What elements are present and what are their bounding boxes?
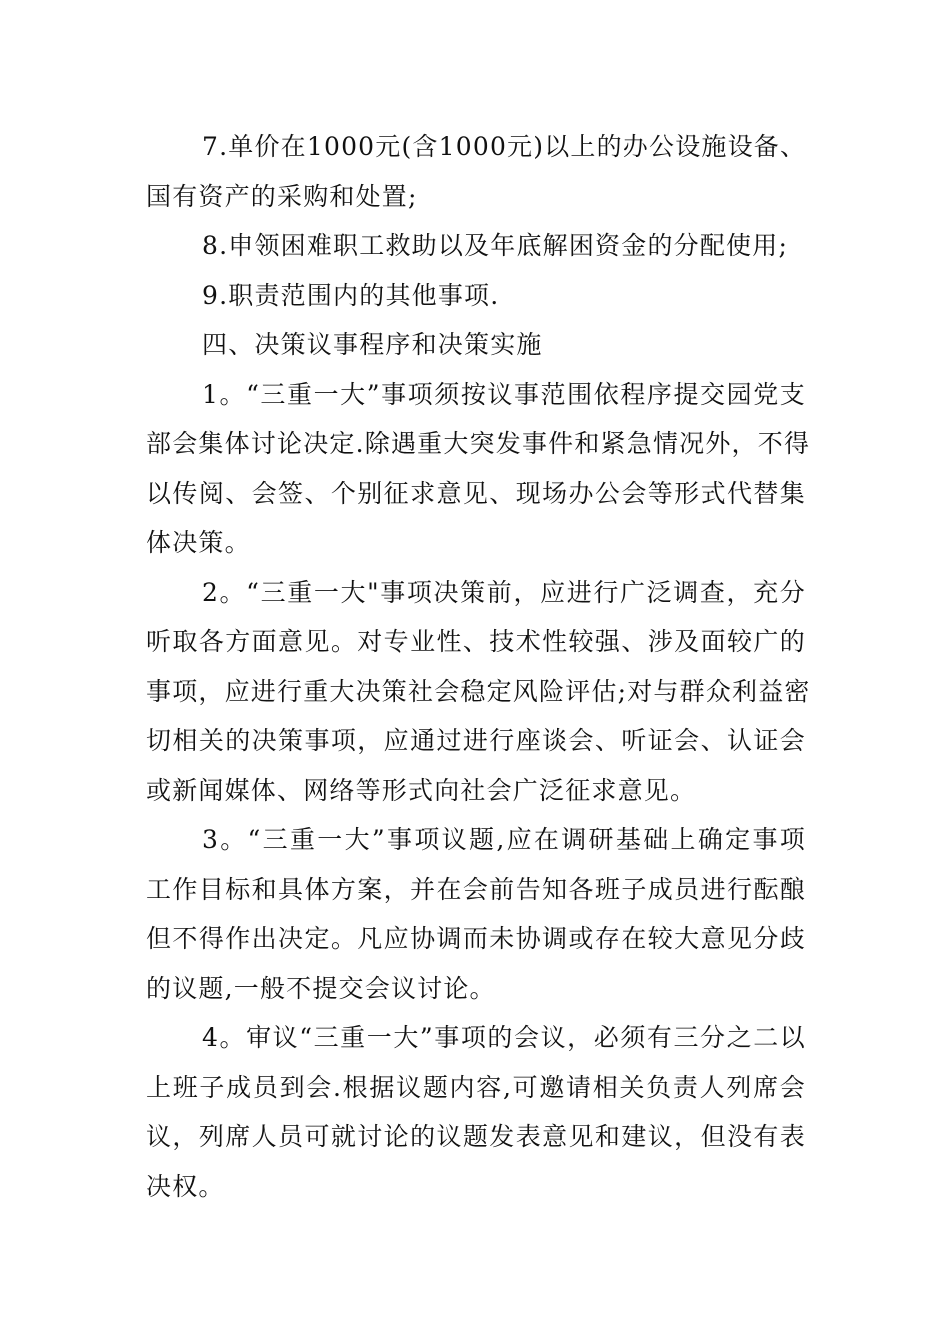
document-body — [146, 122, 811, 1211]
text-line: 决权。 — [146, 1171, 225, 1201]
paragraph — [146, 568, 811, 816]
paragraph — [146, 122, 806, 221]
text-line: 1。“三重一大”事项须按议事范围依程序提交园党支 — [202, 379, 806, 409]
text-line: 4。审议“三重一大”事项的会议，必须有三分之二以 — [202, 1023, 806, 1052]
text-line: 以传阅、会签、个别征求意见、现场办公会等形式代替集 — [146, 478, 806, 508]
text-line: 议，列席人员可就讨论的议题发表意见和建议，但没有表 — [146, 1122, 806, 1151]
paragraph — [146, 815, 806, 1013]
text-line: 或新闻媒体、网络等形式向社会广泛征求意见。 — [146, 775, 697, 805]
text-line: 2。“三重一大"事项决策前，应进行广泛调查，充分 — [202, 577, 806, 607]
paragraph — [146, 320, 806, 370]
text-line: 体决策。 — [146, 528, 251, 557]
paragraph — [146, 221, 806, 271]
paragraph — [146, 1013, 806, 1211]
text-line: 8.申领困难职工救助以及年底解困资金的分配使用; — [202, 231, 789, 260]
text-line: 四、决策议事程序和决策实施 — [202, 330, 543, 359]
text-line: 7.单价在1000元(含1000元)以上的办公设施设备、 — [202, 132, 807, 161]
text-line: 部会集体讨论决定.除遇重大突发事件和紧急情况外，不得 — [146, 429, 811, 458]
text-line: 但不得作出决定。凡应协调而未协调或存在较大意见分歧 — [146, 924, 806, 953]
text-line: 听取各方面意见。对专业性、技术性较强、涉及面较广的 — [146, 627, 806, 656]
text-line: 9.职责范围内的其他事项. — [202, 280, 500, 310]
text-line: 上班子成员到会.根据议题内容,可邀请相关负责人列席会 — [146, 1072, 806, 1102]
paragraph — [146, 271, 806, 321]
paragraph — [146, 370, 811, 568]
text-line: 切相关的决策事项，应通过进行座谈会、听证会、认证会 — [146, 726, 806, 755]
text-line: 的议题,一般不提交会议讨论。 — [146, 973, 496, 1003]
text-line: 事项，应进行重大决策社会稳定风险评估;对与群众利益密 — [146, 676, 811, 706]
text-line: 工作目标和具体方案，并在会前告知各班子成员进行酝酿 — [146, 874, 806, 904]
text-line: 3。“三重一大”事项议题,应在调研基础上确定事项 — [202, 825, 806, 854]
text-line: 国有资产的采购和处置; — [146, 181, 418, 211]
